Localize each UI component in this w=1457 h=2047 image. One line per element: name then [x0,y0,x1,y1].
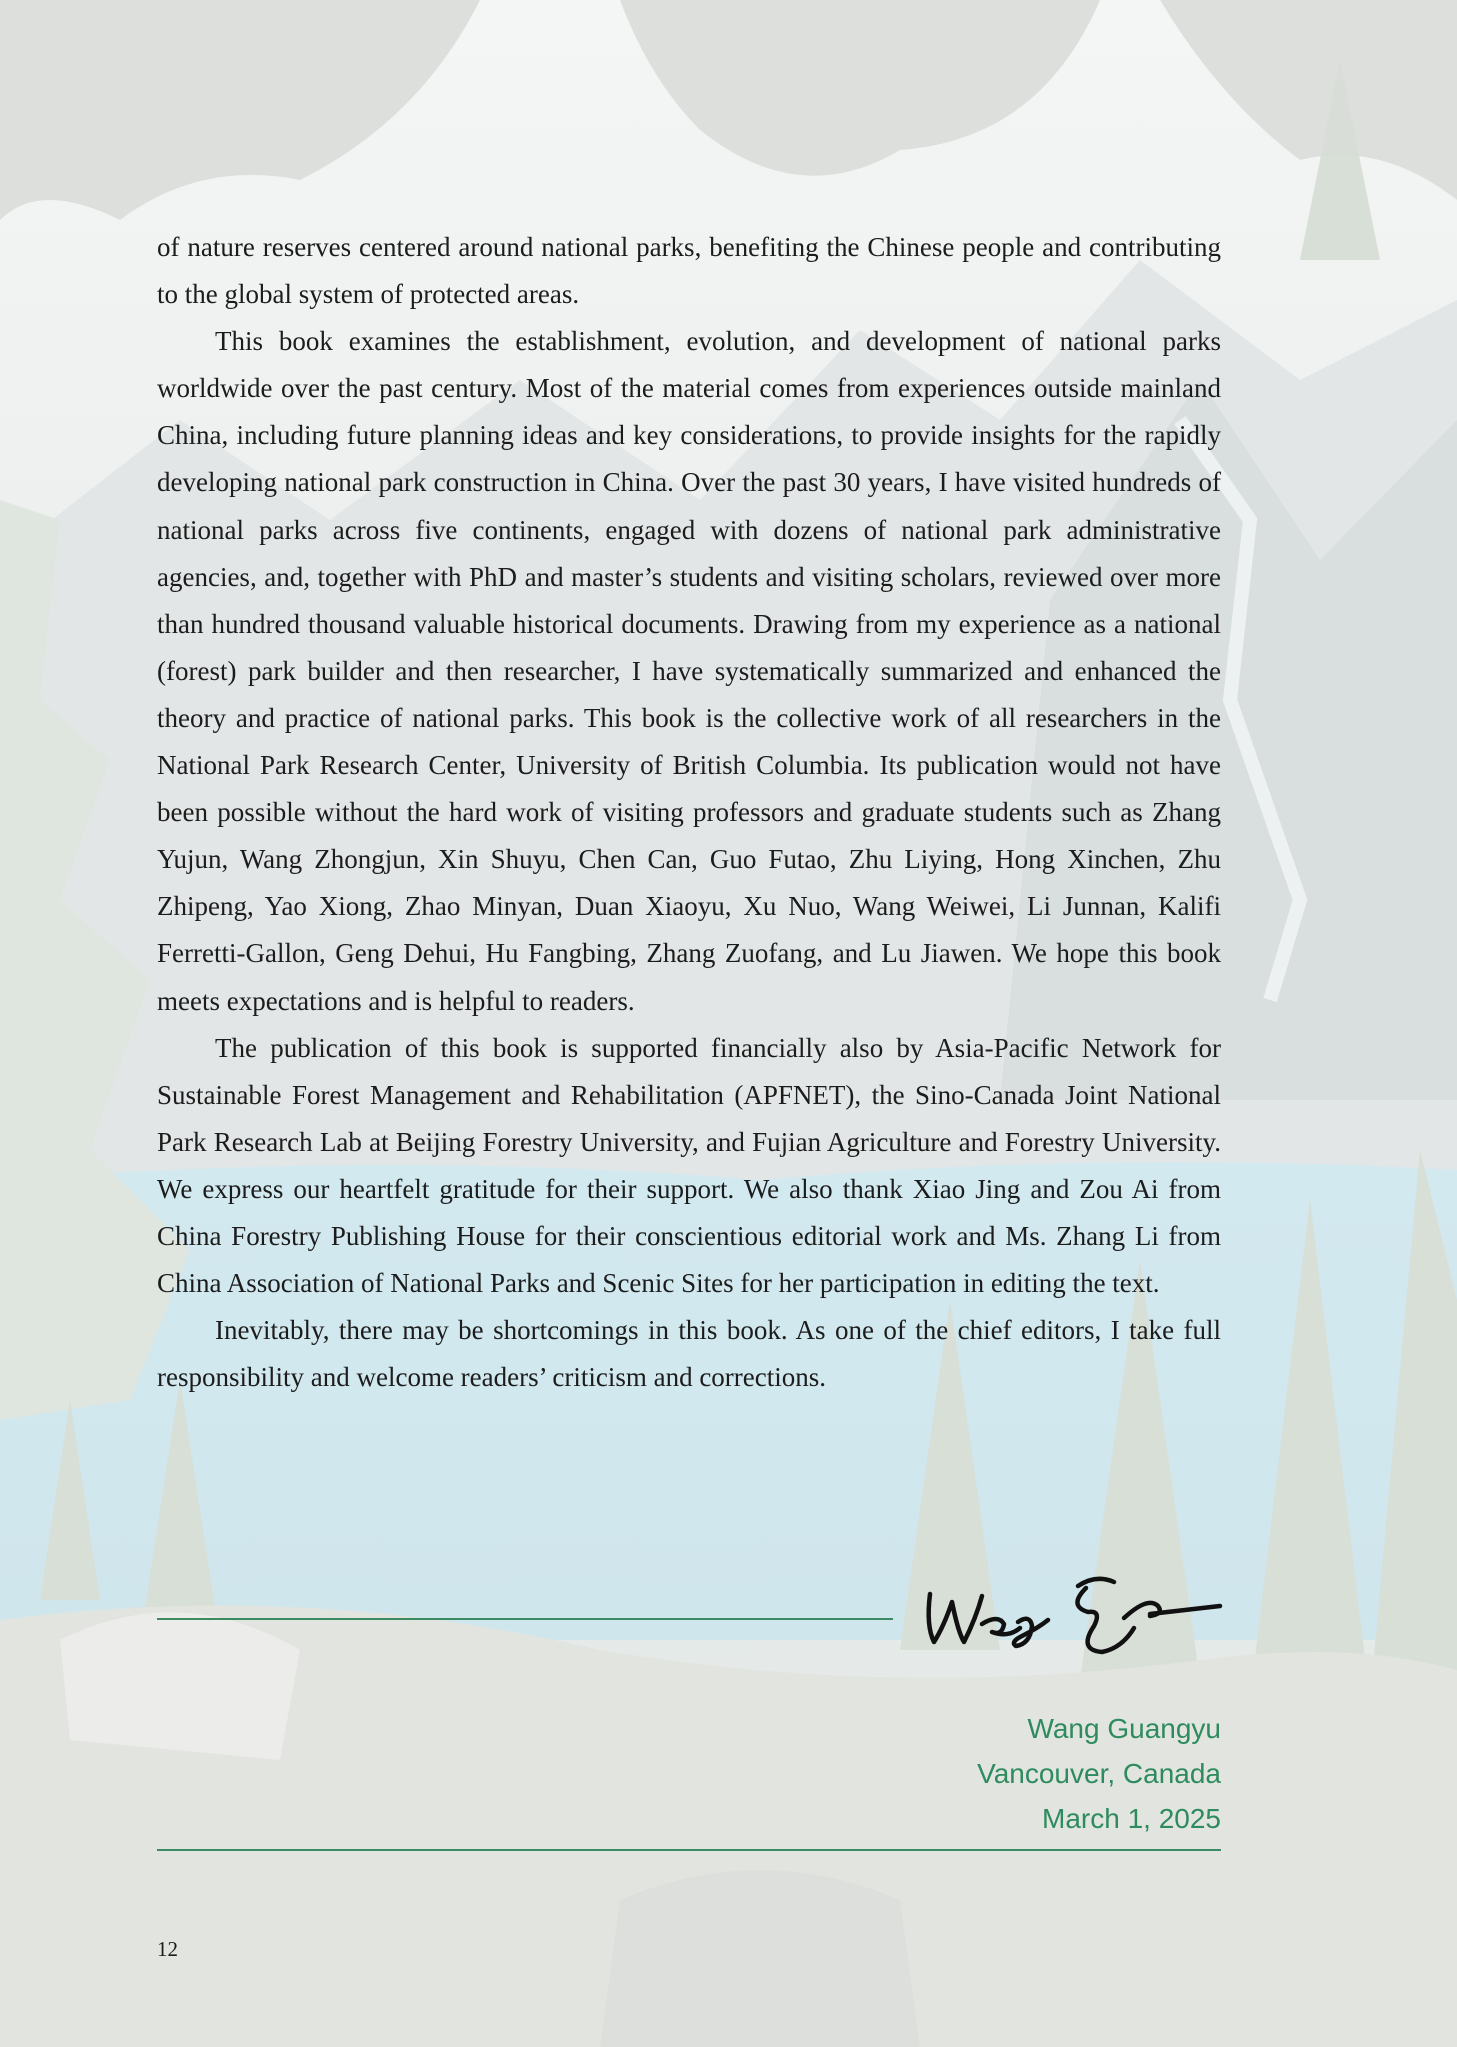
page-number: 12 [157,1937,178,1961]
paragraph: The publication of this book is supported financially also by Asia-Pacific Network for Sustainable Forest Management and Rehabilitation (APFNET), the Sino-Canada Joint National Park Research Lab at Beijing Forestry University, and Fujian Agriculture and Forestry University. We express our heartfelt gratitude for their support. We also thank Xiao Jing and Zou Ai from China Forestry Publishing House for their conscientious editorial work and Ms. Zhang Li from China Association of National Parks and Scenic Sites for her participation in editing the text. [157,1032,1221,1299]
signature-icon [918,1566,1228,1666]
paragraph: Inevitably, there may be shortcomings in this book. As one of the chief editors, I take full responsibility and welcome readers’ criticism and corrections. [157,1315,1221,1393]
author-name: Wang Guangyu [1027,1713,1221,1744]
bottom-divider [157,1849,1221,1851]
paragraph: This book examines the establishment, evolution, and development of national parks worldwide over the past century. Most of the material comes from experiences outside mainland China, including future planning ideas and key considerations, to provide insights for the rapidly developing national park construction in China. Over the past 30 years, I have visited hundreds of national parks across five continents, engaged with dozens of national park administrative agencies, and, together with PhD and master’s students and visiting scholars, reviewed over more than hundred thousand valuable historical documents. Drawing from my experience as a national (forest) park builder and then researcher, I have systematically summarized and enhanced the theory and practice of national parks. This book is the collective work of all researchers in the National Park Research Center, University of British Columbia. Its publication would not have been possible without the hard work of visiting professors and graduate students such as Zhang Yujun, Wang Zhongjun, Xin Shuyu, Chen Can, Guo Futao, Zhu Liying, Hong Xinchen, Zhu Zhipeng, Yao Xiong, Zhao Minyan, Duan Xiaoyu, Xu Nuo, Wang Weiwei, Li Junnan, Kalifi Ferretti-Gallon, Geng Dehui, Hu Fangbing, Zhang Zuofang, and Lu Jiawen. We hope this book meets expectations and is helpful to readers. [157,326,1221,1016]
author-block [977,1706,1221,1841]
signature-divider [157,1618,893,1620]
paragraph: of nature reserves centered around national parks, benefiting the Chinese people and contributing to the global system of protected areas. [157,232,1221,310]
author-location: Vancouver, Canada [977,1758,1221,1789]
date: March 1, 2025 [1042,1803,1221,1834]
preface-body [157,224,1221,1401]
